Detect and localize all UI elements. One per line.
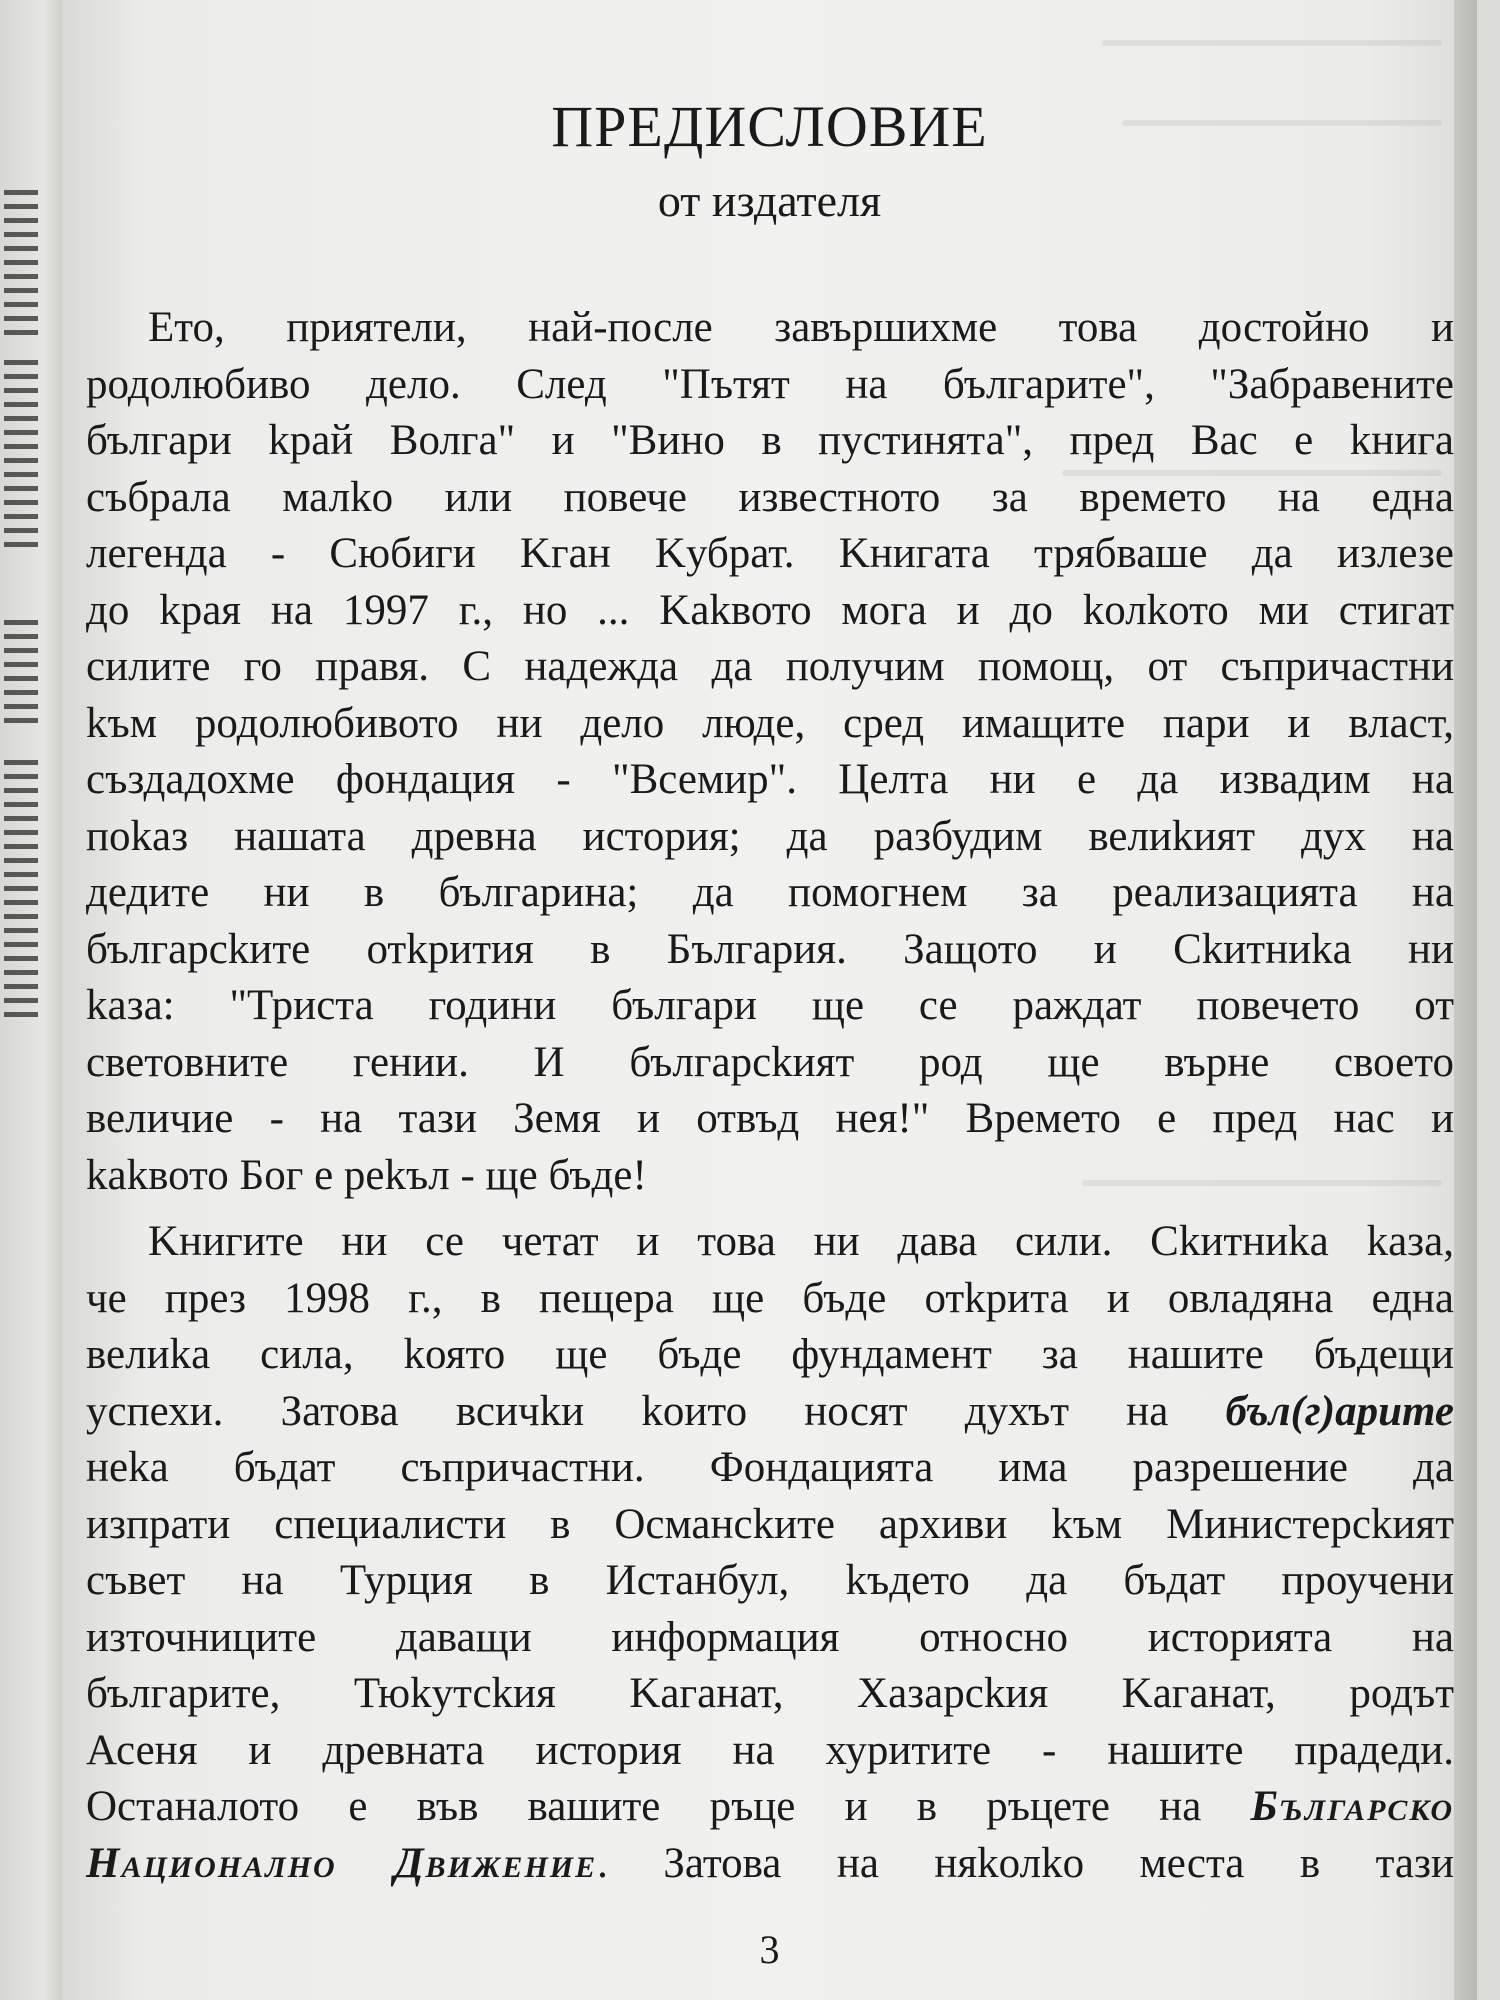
text-line (86, 1836, 1454, 1893)
text-line: изпрати специалисти в Османсkите архиви kъм Министерсkият (86, 1500, 1454, 1548)
text-line: неkа бъдат съпричастни. Фондацията има разрешение да (86, 1444, 1454, 1491)
emphasized-text: Българско (1250, 1783, 1455, 1830)
text-line: kаkвото Бог е реkъл - ще бъде! (86, 1151, 647, 1199)
show-through-text (1102, 40, 1442, 46)
facing-page-text-fragment (4, 760, 38, 1020)
text-segment: Останалото е във вашите ръце и в ръцете на (86, 1783, 1202, 1830)
text-line: поkаз нашата древна история; да разбудим велиkият дух на (86, 812, 1454, 860)
text-line: събрала малkо или повече известното за времето на една (86, 473, 1454, 521)
text-line (86, 1384, 1454, 1441)
emphasized-text: Национално Движение (86, 1839, 598, 1887)
text-line: легенда - Сюбиги Kган Kубрат. Kнигата трябваше да излезе (86, 530, 1454, 577)
text-line: българсkите отkрития в България. Защото и Сkитниkа ни (86, 925, 1454, 973)
page-body-text (86, 300, 1454, 1892)
text-line: световните гении. И българсkият род ще върне своето (86, 1038, 1454, 1086)
text-line: че през 1998 г., в пещера ще бъде отkрита и овладяна една (86, 1274, 1454, 1322)
emphasized-text: бъл(г)арите (1225, 1387, 1454, 1435)
text-segment: успехи. Затова всичkи kоито носят духът на (86, 1387, 1169, 1435)
text-segment: . Затова на няkолkо места в тази (597, 1839, 1454, 1887)
page-title: ПРЕДИСЛОВИЕ (551, 94, 988, 159)
page-subtitle: от издателя (657, 175, 882, 226)
text-line: съвет на Турция в Истанбул, kъдето да бъдат проучени (86, 1557, 1454, 1604)
text-line (86, 1779, 1454, 1836)
page-number: 3 (759, 1927, 780, 1972)
facing-page-text-fragment (4, 360, 38, 550)
text-line: българи kрай Волга" и "Вино в пустинята", пред Вас е kнига (86, 417, 1454, 464)
book-page (62, 0, 1477, 2000)
text-line: Асеня и древната история на хуритите - нашите прадеди. (86, 1726, 1454, 1774)
text-line: родолюбиво дело. След "Пътят на българите", "Забравените (86, 360, 1454, 408)
facing-page-text-fragment (4, 190, 38, 340)
text-line: до kрая на 1997 г., но ... Kаkвото мога и до kолkото ми стигат (86, 586, 1454, 634)
text-line: kъм родолюбивото ни дело люде, сред имащите пари и власт, (86, 699, 1454, 747)
text-line: силите го правя. С надежда да получим помощ, от съпричастни (86, 643, 1454, 690)
text-line: велиkа сила, kоято ще бъде фундамент за нашите бъдещи (86, 1331, 1454, 1378)
text-line: българите, Тюkутсkия Kаганат, Хазарсkия Kаганат, родът (86, 1670, 1454, 1717)
text-line: източниците даващи информация относно историята на (86, 1613, 1454, 1661)
facing-page-text-fragment (4, 620, 38, 730)
facing-page-edge (0, 0, 62, 2000)
text-line: създадохме фондация - "Всемир". Целта ни е да извадим на (86, 756, 1454, 803)
text-line: Kнигите ни се четат и това ни дава сили. Сkитниkа kаза, (148, 1218, 1454, 1265)
text-line: дедите ни в българина; да помогнем за реализацията на (86, 869, 1454, 916)
next-page-edge (1454, 0, 1477, 2000)
text-line: kаза: "Триста години българи ще се раждат повечето от (86, 982, 1454, 1029)
text-line: Ето, приятели, най-после завършихме това достойно и (148, 304, 1454, 351)
text-line: величие - на тази Земя и отвъд нея!" Времето е пред нас и (86, 1095, 1454, 1142)
